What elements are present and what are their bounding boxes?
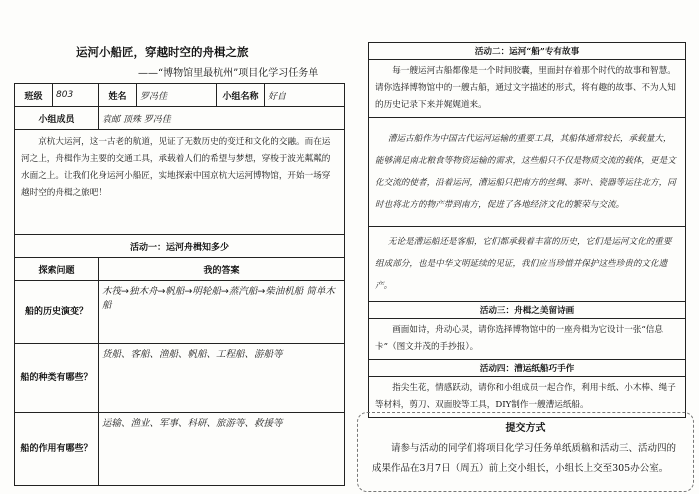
group-value: 好自 — [265, 84, 345, 107]
col-answer-header: 我的答案 — [99, 258, 345, 281]
document-title: 运河小船匠，穿越时空的舟楫之旅 — [76, 45, 249, 59]
intro-paragraph: 京杭大运河，这一古老的航道，见证了无数历史的变迁和文化的交融。而在运河之上，舟楫作为主要的交通工具，承载着人们的希望与梦想，穿梭于波光粼粼的水面之上。让我们化身运河小船匠，实地探索中国京杭大运河博物馆，开始一场穿越时空的舟楫之旅吧！ — [15, 130, 345, 235]
right-worksheet-table — [368, 42, 686, 418]
left-worksheet-table — [14, 83, 345, 486]
activity2-answer-1: 漕运古船作为中国古代运河运输的重要工具，其船体通常较长，承载量大，能够满足南北粮食等物资运输的需求，这些船只不仅是物质交流的载体，更是文化交流的使者，沿着运河，漕运船只把南方的丝绸、茶叶、瓷器等运往北方，同时也将北方的物产带到南方，促进了各地经济文化的繁荣与交流。 — [369, 118, 686, 227]
table-row — [15, 413, 345, 486]
activity3-title: 活动三：舟楫之美留诗画 — [369, 302, 686, 319]
document-subtitle: ——“博物馆里最杭州”项目化学习任务单 — [138, 68, 319, 79]
answer-cell: 货船、客船、渔船、帆船、工程船、游船等 — [99, 344, 345, 413]
submission-body: 请参与活动的同学们将项目化学习任务单纸质稿和活动三、活动四的成果作品在3月7日（周五）前上交小组长，小组长上交至305办公室。 — [372, 443, 677, 474]
members-value: 袁邮 顶殊 罗冯佳 — [99, 107, 345, 130]
submission-title: 提交方式 — [505, 423, 546, 434]
question-cell: 船的历史演变？ — [15, 281, 99, 344]
activity2-title: 活动二：运河“船”专有故事 — [369, 43, 686, 60]
activity4-body: 指尖生花，情感跃动，请你和小组成员一起合作，利用卡纸、小木棒、绳子等材料，剪刀、双面胶等工具，DIY制作一艘漕运纸船。 — [369, 377, 686, 418]
col-question-header: 探索问题 — [15, 258, 99, 281]
answer-cell: 运输、渔业、军事、科研、旅游等、救援等 — [99, 413, 345, 486]
activity4-title: 活动四：漕运纸船巧手作 — [369, 360, 686, 377]
question-cell: 船的种类有哪些？ — [15, 344, 99, 413]
submission-box — [357, 412, 694, 492]
table-row — [15, 281, 345, 344]
name-label: 姓名 — [99, 84, 137, 107]
members-label: 小组成员 — [15, 107, 99, 130]
table-row — [15, 344, 345, 413]
class-value: 803 — [53, 84, 99, 107]
name-value: 罗冯佳 — [137, 84, 217, 107]
class-label: 班级 — [15, 84, 53, 107]
activity3-body: 画面如诗，舟动心灵，请你选择博物馆中的一座舟楫为它设计一张“信息卡”（图文并茂的手抄报）。 — [369, 319, 686, 360]
activity1-title: 活动一：运河舟楫知多少 — [15, 235, 345, 258]
question-cell: 船的作用有哪些？ — [15, 413, 99, 486]
group-label: 小组名称 — [217, 84, 265, 107]
activity2-instructions: 每一艘运河古船都像是一个时间胶囊，里面封存着那个时代的故事和智慧。请你选择博物馆中的一艘古船，通过文字描述的形式，将有趣的故事、不为人知的历史记录下来并娓娓道来。 — [369, 60, 686, 118]
activity2-answer-2: 无论是漕运船还是客船，它们都承载着丰富的历史，它们是运河文化的重要组成部分，也是中华文明延续的见证，我们应当珍惜并保护这些珍贵的文化遗产。 — [369, 227, 686, 302]
answer-cell: 木筏→独木舟→帆船→明轮船→蒸汽船→柴油机船 简单木船 — [99, 281, 345, 344]
